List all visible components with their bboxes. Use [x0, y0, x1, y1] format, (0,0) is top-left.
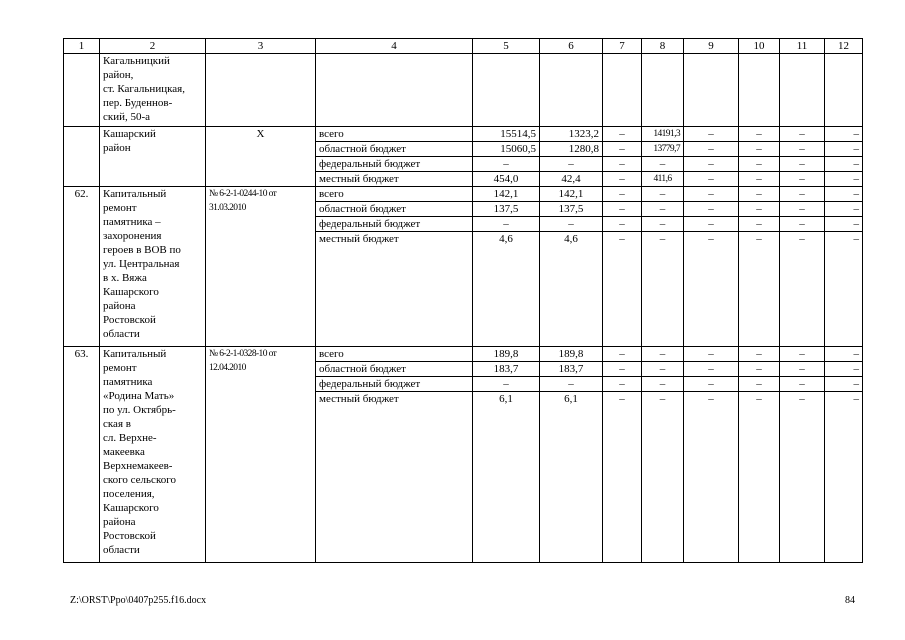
object-name-cell: Кагальницкий район, ст. Кагальницкая, пер. Буденнов- ский, 50-а: [100, 54, 206, 127]
table-row: федеральный бюджет – – – – – – – –: [64, 377, 863, 392]
document-cell: Х: [206, 127, 316, 187]
item-number: 63.: [64, 347, 100, 563]
file-path: Z:\ORST\Ppo\0407p255.f16.docx: [70, 595, 207, 606]
table-row: федеральный бюджет – – – – – – – –: [64, 157, 863, 172]
document-cell: № 6-2-1-0328-10 от 12.04.2010: [206, 347, 316, 563]
table-row: [64, 54, 863, 127]
table-row: областной бюджет 137,5 137,5 – – – – – –: [64, 202, 863, 217]
col-header: 8: [642, 39, 684, 54]
col-header: 2: [100, 39, 206, 54]
table-row: местный бюджет 6,1 6,1 – – – – – –: [64, 392, 863, 563]
col-header: 12: [825, 39, 863, 54]
budget-table: [63, 38, 863, 563]
object-name-cell: Кашарский район: [100, 127, 206, 187]
table-row: 63. Капитальный ремонт памятника «Родина Мать» по ул. Октябрь- ская в сл. Верхне- макеевка Верхнемакеев- ского сельского поселения, Кашарского района Ростовской области № 6-2-1-0328-10 от 12.04.2010 всего 189,8 189,8 – – – – – –: [64, 347, 863, 362]
table-row: федеральный бюджет – – – – – – – –: [64, 217, 863, 232]
col-header: 10: [739, 39, 780, 54]
document-cell: № 6-2-1-0244-10 от 31.03.2010: [206, 187, 316, 347]
object-name-cell: Капитальный ремонт памятника – захоронения героев в ВОВ по ул. Центральная в х. Вяжа Кашарского района Ростовской области: [100, 187, 206, 347]
table-row: местный бюджет 4,6 4,6 – – – – – –: [64, 232, 863, 347]
table-row: Кашарский район Х всего 15514,5 1323,2 – 14191,3 – – – –: [64, 127, 863, 142]
col-header: 1: [64, 39, 100, 54]
col-header: 3: [206, 39, 316, 54]
col-header: 4: [316, 39, 473, 54]
col-header: 6: [540, 39, 603, 54]
object-name-cell: Капитальный ремонт памятника «Родина Мать» по ул. Октябрь- ская в сл. Верхне- макеевка Верхнемакеев- ского сельского поселения, Кашарского района Ростовской области: [100, 347, 206, 563]
header-row: [64, 39, 863, 54]
table-row: областной бюджет 183,7 183,7 – – – – – –: [64, 362, 863, 377]
col-header: 11: [780, 39, 825, 54]
page-number: 84: [845, 595, 855, 606]
item-number: 62.: [64, 187, 100, 347]
table-row: областной бюджет 15060,5 1280,8 – 13779,7 – – – –: [64, 142, 863, 157]
table-row: 62. Капитальный ремонт памятника – захоронения героев в ВОВ по ул. Центральная в х. Вяжа Кашарского района Ростовской области № 6-2-1-0244-10 от 31.03.2010 всего 142,1 142,1 – – – – – –: [64, 187, 863, 202]
col-header: 9: [684, 39, 739, 54]
table-row: местный бюджет 454,0 42,4 – 411,6 – – – –: [64, 172, 863, 187]
col-header: 7: [603, 39, 642, 54]
col-header: 5: [473, 39, 540, 54]
